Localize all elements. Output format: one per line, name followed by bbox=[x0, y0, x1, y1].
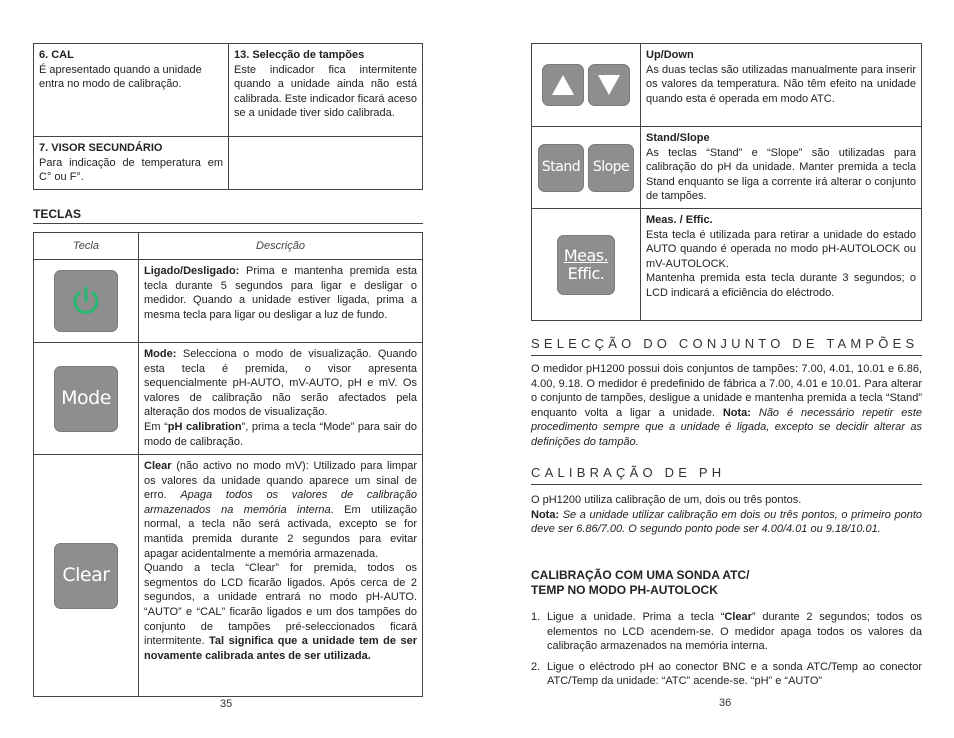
section-calibration-note-text: Se a unidade utilizar calibração em dois ou três pontos, o primeiro ponto deve ser 6.86/7.00. O segundo ponto pode ser 4.00/4.01 ou 9.18/10.01. bbox=[531, 508, 922, 535]
step-2-pre: Ligue o eléctrodo pH ao conector BNC e a sonda ATC/Temp ao conector ATC/Temp da unidade: “ATC” acende-se. “pH” e “AUTO” bbox=[547, 660, 922, 687]
slope-key bbox=[588, 144, 634, 192]
clear-text3-bold: Tal significa que a unidade tem de ser novamente calibrada antes de ser utilizada. bbox=[144, 635, 417, 662]
section-buffer-heading: SELECÇÃO DO CONJUNTO DE TAMPÕES bbox=[531, 336, 919, 351]
atc-subheading bbox=[531, 568, 749, 598]
stand-key bbox=[538, 144, 584, 192]
power-icon bbox=[69, 284, 103, 318]
clear-key-label: Clear bbox=[62, 564, 110, 586]
meas-effic-key bbox=[557, 235, 615, 295]
mode-text: Selecciona o modo de visualização. Quando esta tecla é premida, o visor apresenta sequencialmente pH-AUTO, mV-AUTO, pH e mV. Os valores de calibração não serão afectados pela alteração dos modos de visualização. bbox=[144, 348, 417, 419]
section-buffer-text: O medidor pH1200 possui dois conjuntos de tampões: 7.00, 4.01, 10.01 e 6.86, 4.00, 9.18. O medidor é predefinido de fábrica a 7.00, 4.01 e 10.01. Para alterar o conjunto de tampões, desligue a unidade e mantenha premida a tecla “Stand” enquanto volta a ligar a unidade. bbox=[531, 363, 922, 419]
legend-buffer-title: 13. Selecção de tampões bbox=[234, 49, 365, 61]
updown-text: As duas teclas são utilizadas manualmente para inserir os valores da temperatura. Não têm efeito na unidade quando esta é operada em modo ATC. bbox=[646, 63, 916, 105]
page-number-right: 36 bbox=[719, 697, 732, 709]
section-calibration-heading: CALIBRAÇÃO DE PH bbox=[531, 465, 726, 480]
clear-text2: . Em utilização normal, a tecla não será activada, excepto se for mantida premida durante 2 segundos para evitar apagar acidentalmente a memória armazenada. bbox=[144, 503, 417, 560]
section-calibration-rule bbox=[531, 484, 922, 485]
down-key bbox=[588, 64, 630, 106]
section-calibration-text: O pH1200 utiliza calibração de um, dois ou três pontos. bbox=[531, 494, 802, 506]
right-page bbox=[477, 0, 954, 738]
clear-text1: (não activo no modo mV): Utilizado para limpar os valores da unidade quando aparece um sinal de erro. bbox=[144, 460, 417, 502]
step-1-pre: Ligue a unidade. Prima a tecla “ bbox=[547, 611, 725, 623]
power-key bbox=[54, 270, 118, 332]
keys-heading: TECLAS bbox=[33, 207, 81, 221]
atc-subheading-line2: TEMP NO MODO PH-AUTOLOCK bbox=[531, 583, 718, 597]
clear-text3: Quando a tecla “Clear” for premida, todos os segmentos do LCD ficarão ligados. Após cerca de 2 segundos, a unidade entrará no modo pH-AUTO. “AUTO” e “CAL” ficarão ligados e um dos tampões do conjunto de tampões pré-seleccionados ficará intermitente. bbox=[144, 562, 417, 648]
step-1 bbox=[531, 610, 922, 654]
standslope-key-desc bbox=[641, 127, 922, 209]
legend-cal-title: 6. CAL bbox=[39, 49, 74, 61]
legend-secondary-title: 7. VISOR SECUNDÁRIO bbox=[39, 142, 163, 154]
keys-table-right bbox=[531, 43, 922, 321]
step-2 bbox=[531, 660, 922, 689]
meas-text2: Mantenha premida esta tecla durante 3 segundos; o LCD indicará a eficiência do eléctrodo. bbox=[646, 272, 916, 299]
legend-secondary-text: Para indicação de temperatura em C° ou F°. bbox=[39, 156, 223, 184]
calibration-steps bbox=[531, 610, 922, 695]
standslope-text: As teclas “Stand” e “Slope” são utilizadas para calibração do pH da unidade. Manter premida a tecla Stand enquanto se liga a corrente irá alterar o conjunto de tampões. bbox=[646, 146, 916, 203]
updown-key-desc bbox=[641, 44, 922, 127]
legend-cell-empty bbox=[229, 137, 423, 190]
keys-heading-rule bbox=[33, 223, 423, 224]
legend-cell-secondary bbox=[34, 137, 229, 190]
legend-cell-buffer bbox=[229, 44, 423, 137]
power-key-cell bbox=[34, 260, 139, 343]
mode-title: Mode: bbox=[144, 348, 177, 360]
clear-key-cell bbox=[34, 455, 139, 697]
meas-key-cell bbox=[532, 209, 641, 321]
updown-key-cell bbox=[532, 44, 641, 127]
legend-cal-text: É apresentado quando a unidade entra no modo de calibração. bbox=[39, 63, 202, 91]
clear-title: Clear bbox=[144, 460, 172, 472]
section-buffer-rule bbox=[531, 355, 922, 356]
meas-key-line1: Meas. bbox=[563, 245, 609, 265]
mode-key-label: Mode bbox=[61, 387, 111, 409]
meas-key-line2: Effic. bbox=[567, 263, 605, 283]
standslope-key-cell bbox=[532, 127, 641, 209]
mode-key-desc bbox=[139, 343, 423, 455]
standslope-title: Stand/Slope bbox=[646, 132, 710, 144]
keys-table-left bbox=[33, 232, 423, 697]
atc-subheading-line1: CALIBRAÇÃO COM UMA SONDA ATC/ bbox=[531, 568, 750, 582]
section-buffer-note-text: Não é necessário repetir este procedimento sempre que a unidade é ligada, excepto se decidir alterar as definições do tampão. bbox=[531, 406, 922, 448]
section-calibration-body bbox=[531, 493, 922, 537]
col-desc-header: Descrição bbox=[139, 233, 423, 260]
step-1-post: ” durante 2 segundos; todos os elementos no LCD acendem-se. O medidor apaga todos os valores da calibração armazenados na memória interna. bbox=[547, 611, 922, 652]
power-key-desc bbox=[139, 260, 423, 343]
meas-text1: Esta tecla é utilizada para retirar a unidade do estado AUTO quando é operada no modo pH-AUTOLOCK ou mV-AUTOLOCK. bbox=[646, 228, 916, 270]
section-buffer-note-label: Nota: bbox=[722, 406, 751, 419]
power-title: Ligado/Desligado: bbox=[144, 265, 240, 277]
up-arrow-icon bbox=[550, 73, 576, 97]
down-arrow-icon bbox=[596, 73, 622, 97]
mode-key-cell bbox=[34, 343, 139, 455]
mode-text2-bold: pH calibration bbox=[167, 420, 242, 433]
page-number-left: 35 bbox=[220, 698, 233, 710]
col-key-header: Tecla bbox=[34, 233, 139, 260]
up-key bbox=[542, 64, 584, 106]
clear-key bbox=[54, 543, 118, 609]
meas-title: Meas. / Effic. bbox=[646, 214, 713, 226]
section-buffer-body bbox=[531, 362, 922, 449]
meas-key-desc bbox=[641, 209, 922, 321]
legend-buffer-text: Este indicador fica intermitente quando a unidade ainda não está calibrada. Este indicador ficará aceso se a unidade tiver sido calibrada. bbox=[234, 63, 417, 120]
step-1-bold: Clear bbox=[724, 611, 752, 623]
mode-key bbox=[54, 366, 118, 432]
display-legend-table bbox=[33, 43, 423, 190]
stand-key-label: Stand bbox=[541, 159, 581, 175]
clear-text1-italic: Apaga todos os valores de calibração armazenados na memória interna bbox=[144, 489, 417, 516]
mode-text2-pre: Em “ bbox=[144, 420, 168, 433]
updown-title: Up/Down bbox=[646, 49, 694, 61]
legend-cell-cal bbox=[34, 44, 229, 137]
power-text: Prima e mantenha premida esta tecla durante 5 segundos para ligar e desligar o medidor. Quando a unidade estiver ligada, prima a mesma tecla para ligar ou desligar a luz de fundo. bbox=[144, 265, 417, 321]
clear-key-desc bbox=[139, 455, 423, 697]
mode-text2-post: ”, prima a tecla “Mode” para sair do modo de calibração. bbox=[144, 420, 417, 448]
section-calibration-note-label: Nota: bbox=[531, 508, 560, 521]
step-2-number: 2. bbox=[531, 660, 541, 673]
slope-key-label: Slope bbox=[592, 159, 630, 175]
step-1-number: 1. bbox=[531, 611, 541, 623]
